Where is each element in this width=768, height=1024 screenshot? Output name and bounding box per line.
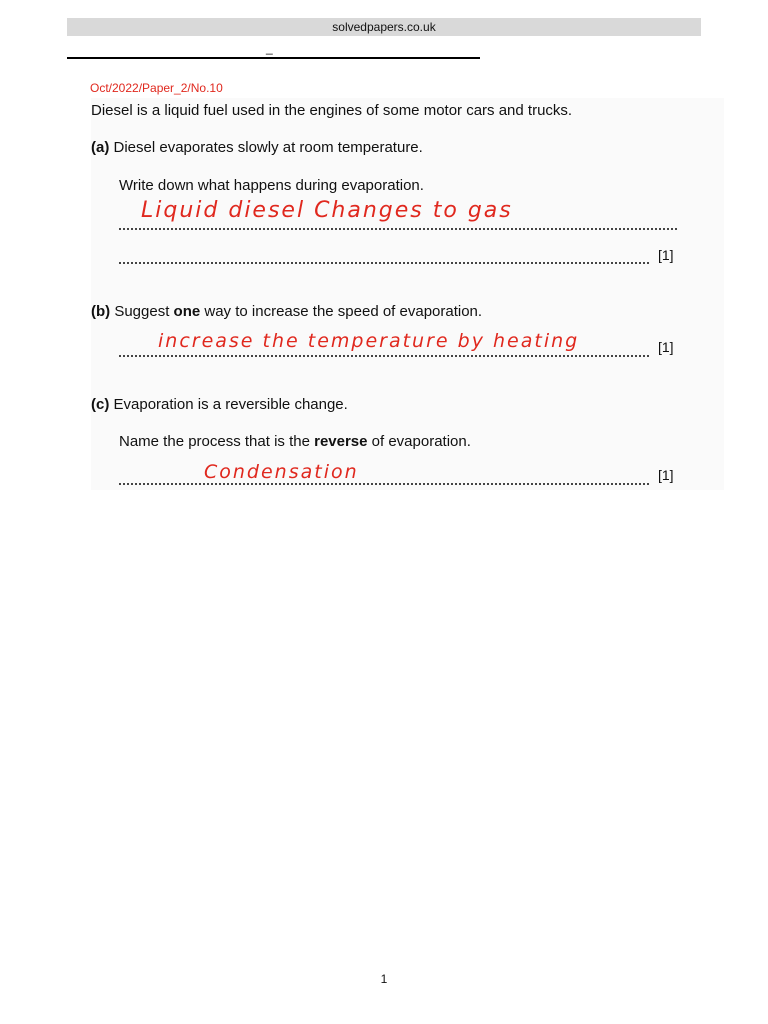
part-b-mark: [1] — [658, 339, 674, 355]
question-scan — [91, 98, 724, 490]
answer-line — [119, 262, 649, 264]
header-rule — [67, 57, 480, 59]
part-a-label: (a) — [91, 139, 110, 156]
part-b-question-pre: Suggest — [114, 303, 174, 320]
part-c-question-bold: reverse — [314, 433, 368, 450]
part-c-question-pre: Name the process that is the — [119, 433, 315, 450]
part-c-mark: [1] — [658, 467, 674, 483]
part-c-label: (c) — [91, 396, 110, 413]
part-c-question — [119, 433, 471, 451]
part-c-answer: Condensation — [204, 461, 359, 483]
question-reference: Oct/2022/Paper_2/No.10 — [90, 81, 223, 95]
header-dash: _ — [266, 41, 273, 55]
part-b-question-post: way to increase the speed of evaporation. — [200, 303, 483, 320]
part-a — [91, 139, 423, 157]
answer-line — [119, 355, 649, 357]
page-number: 1 — [380, 972, 388, 986]
part-a-answer: Liquid diesel Changes to gas — [141, 198, 513, 223]
answer-line — [119, 483, 649, 485]
question-intro: Diesel is a liquid fuel used in the engines of some motor cars and trucks. — [91, 102, 573, 119]
site-name: solvedpapers.co.uk — [332, 20, 436, 34]
part-c-statement: Evaporation is a reversible change. — [113, 396, 348, 413]
part-b-answer: increase the temperature by heating — [158, 330, 580, 352]
part-c — [91, 396, 348, 414]
part-b-label: (b) — [91, 303, 111, 320]
part-b — [91, 303, 482, 321]
part-c-question-post: of evaporation. — [367, 433, 471, 450]
part-a-question: Write down what happens during evaporation. — [119, 177, 424, 194]
part-a-statement: Diesel evaporates slowly at room temperature. — [113, 139, 423, 156]
answer-line — [119, 228, 677, 230]
site-header-bar — [67, 18, 701, 36]
part-b-question-bold: one — [173, 303, 201, 320]
part-a-mark: [1] — [658, 247, 674, 263]
